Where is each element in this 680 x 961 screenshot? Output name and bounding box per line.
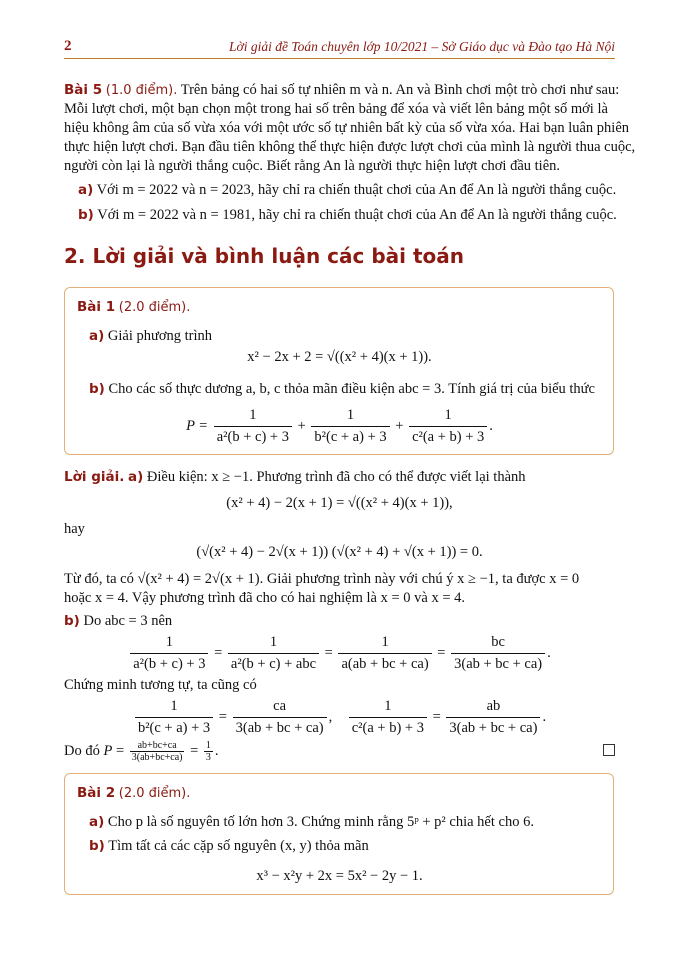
bai5-line-3: hiệu không âm của số vừa xóa với một ước số tự nhiên bất kỳ của số vừa xóa. Hai bạn luân phiên — [64, 120, 630, 136]
bai5-part-a-text: Với m = 2022 và n = 2023, hãy chỉ ra chiến thuật chơi của An để An là người thắng cuộc. — [96, 182, 617, 198]
final-frac-2: $\frac{1}{3}$ — [205, 740, 211, 763]
bai5-points: (1.0 điểm). — [105, 83, 178, 98]
bai5-part-b — [78, 206, 617, 225]
bai5-part-b-text: Với m = 2022 và n = 1981, hãy chỉ ra chiến thuật chơi của An để An là người thắng cuộc. — [97, 207, 617, 223]
solution-a-text-1: Từ đó, ta có √(x² + 4) = 2√(x + 1). Giải phương trình này với chú ý x ≥ −1, ta được x = 0 — [64, 571, 580, 587]
bai2-part-b-text: Tìm tất cả các cặp số nguyên (x, y) thỏa mãn — [108, 838, 369, 854]
bai1-equation-b: P = $\frac{1}{\text{a²(b + c) + 3}}$ + $\frac{1}{\text{b²(c + a) + 3}}$ + $\frac{1}{\text{c²(a + b) + 3}}$ . — [186, 407, 493, 445]
solution-eq-2: (√(x² + 4) − 2√(x + 1)) (√(x² + 4) + √(x + 1)) = 0. — [196, 544, 483, 560]
page-number: 2 — [64, 38, 72, 54]
final-frac-1: $\frac{ab+bc+ca}{3(ab+bc+ca)}$ — [131, 740, 183, 763]
solution-b-chain: $\frac{1}{\text{a²(b + c) + 3}}$ = $\frac{1}{\text{a²(b + c) + abc}}$ = $\frac{1}{a(ab + bc + ca)}$ = $\frac{bc}{3(ab + bc + ca)}$ . — [64, 634, 615, 673]
bai1-part-a — [89, 327, 212, 346]
sim-frac-4: $\frac{ab}{3(ab + bc + ca)}$ — [446, 698, 540, 737]
bai1-label: Bài 1 — [77, 299, 116, 315]
solution-b-similar-eqs: $\frac{1}{\text{b²(c + a) + 3}}$ = $\frac{ca}{3(ab + bc + ca)}$ , $\frac{1}{\text{c²(a + b) + 3}}$ = $\frac{ab}{3(ab + bc + ca)}$ . — [64, 698, 615, 737]
bai1-equation-a: x² − 2x + 2 = √((x² + 4)(x + 1)). — [247, 349, 432, 365]
qed-square-icon — [603, 744, 615, 756]
bai5-line-4: thực hiện lượt chơi. Bạn đầu tiên không thể thực hiện được lượt chơi của mình là người thua cuộc, — [64, 139, 636, 155]
bai5-part-a — [78, 181, 616, 200]
solution-a-label: a) — [128, 469, 144, 485]
sim-frac-2: $\frac{ca}{3(ab + bc + ca)}$ — [233, 698, 327, 737]
chain-frac-1: $\frac{1}{\text{a²(b + c) + 3}}$ — [130, 634, 208, 673]
bai2-points: (2.0 điểm). — [118, 786, 191, 801]
bai2-heading — [77, 784, 190, 803]
eq-b-frac-1: $\frac{1}{\text{a²(b + c) + 3}}$ — [214, 407, 292, 446]
sim-frac-3: $\frac{1}{\text{c²(a + b) + 3}}$ — [349, 698, 427, 737]
chain-frac-2: $\frac{1}{\text{a²(b + c) + abc}}$ — [228, 634, 319, 673]
bai1-part-a-label: a) — [89, 328, 105, 344]
bai2-part-b-label: b) — [89, 838, 105, 854]
header-title: Lời giải đề Toán chuyên lớp 10/2021 – Sở Giáo dục và Đào tạo Hà Nội — [229, 39, 615, 54]
bai5-line-1 — [64, 81, 619, 100]
bai1-part-a-text: Giải phương trình — [107, 328, 213, 344]
bai1-points: (2.0 điểm). — [118, 300, 191, 315]
eq-b-frac-3: $\frac{1}{\text{c²(a + b) + 3}}$ — [409, 407, 487, 446]
eq-b-frac-2: $\frac{1}{\text{b²(c + a) + 3}}$ — [311, 407, 389, 446]
bai1-part-b — [89, 380, 595, 399]
solution-eq-1: (x² + 4) − 2(x + 1) = √((x² + 4)(x + 1)), — [226, 495, 453, 511]
bai2-part-a-label: a) — [89, 814, 105, 830]
chain-frac-4: $\frac{bc}{3(ab + bc + ca)}$ — [451, 634, 545, 673]
solution-label: Lời giải. — [64, 469, 125, 485]
bai2-equation-b: x³ − x²y + 2x = 5x² − 2y − 1. — [256, 868, 423, 884]
sim-frac-1: $\frac{1}{\text{b²(c + a) + 3}}$ — [135, 698, 213, 737]
eq-b-lhs: P = — [186, 417, 209, 434]
bai5-part-a-label: a) — [78, 182, 94, 198]
bai2-label: Bài 2 — [77, 785, 116, 801]
solution-b-similar: Chứng minh tương tự, ta cũng có — [64, 677, 257, 693]
bai5-text-1: Trên bảng có hai số tự nhiên m và n. An và Bình chơi một trò chơi như sau: — [180, 82, 620, 98]
bai2-part-b — [89, 837, 369, 856]
solution-a-text-2: hoặc x = 4. Vậy phương trình đã cho có hai nghiệm là x = 0 và x = 4. — [64, 590, 466, 606]
bai5-line-2: Mỗi lượt chơi, một bạn chọn một trong hai số trên bảng để xóa và viết lên bảng một số mới là — [64, 101, 608, 117]
solution-a-intro-text: Điều kiện: x ≥ −1. Phương trình đã cho có thể được viết lại thành — [146, 469, 526, 485]
solution-b-final: Do đó P = $\frac{ab+bc+ca}{3(ab+bc+ca)}$ = $\frac{1}{3}$ . — [64, 740, 219, 763]
solution-a-intro — [64, 468, 526, 487]
bai5-part-b-label: b) — [78, 207, 94, 223]
final-lead: Do đó — [64, 742, 100, 759]
bai2-part-a-text: Cho p là số nguyên tố lớn hơn 3. Chứng minh rằng 5ᵖ + p² chia hết cho 6. — [107, 814, 534, 830]
solution-hay: hay — [64, 521, 85, 537]
running-header — [64, 38, 615, 59]
bai1-heading — [77, 298, 190, 317]
section-title: 2. Lời giải và bình luận các bài toán — [64, 244, 464, 268]
bai1-part-b-label: b) — [89, 381, 105, 397]
bai2-part-a — [89, 813, 534, 832]
bai5-line-5: người còn lại là người thắng cuộc. Biết rằng An là người thực hiện lượt chơi đầu tiên. — [64, 158, 561, 174]
solution-b-intro-text: Do abc = 3 nên — [83, 613, 173, 629]
solution-b-label: b) — [64, 613, 80, 629]
bai1-part-b-text: Cho các số thực dương a, b, c thỏa mãn điều kiện abc = 3. Tính giá trị của biểu thức — [108, 381, 595, 397]
chain-frac-3: $\frac{1}{a(ab + bc + ca)}$ — [338, 634, 431, 673]
solution-b-intro — [64, 612, 172, 631]
bai5-label: Bài 5 — [64, 82, 103, 98]
